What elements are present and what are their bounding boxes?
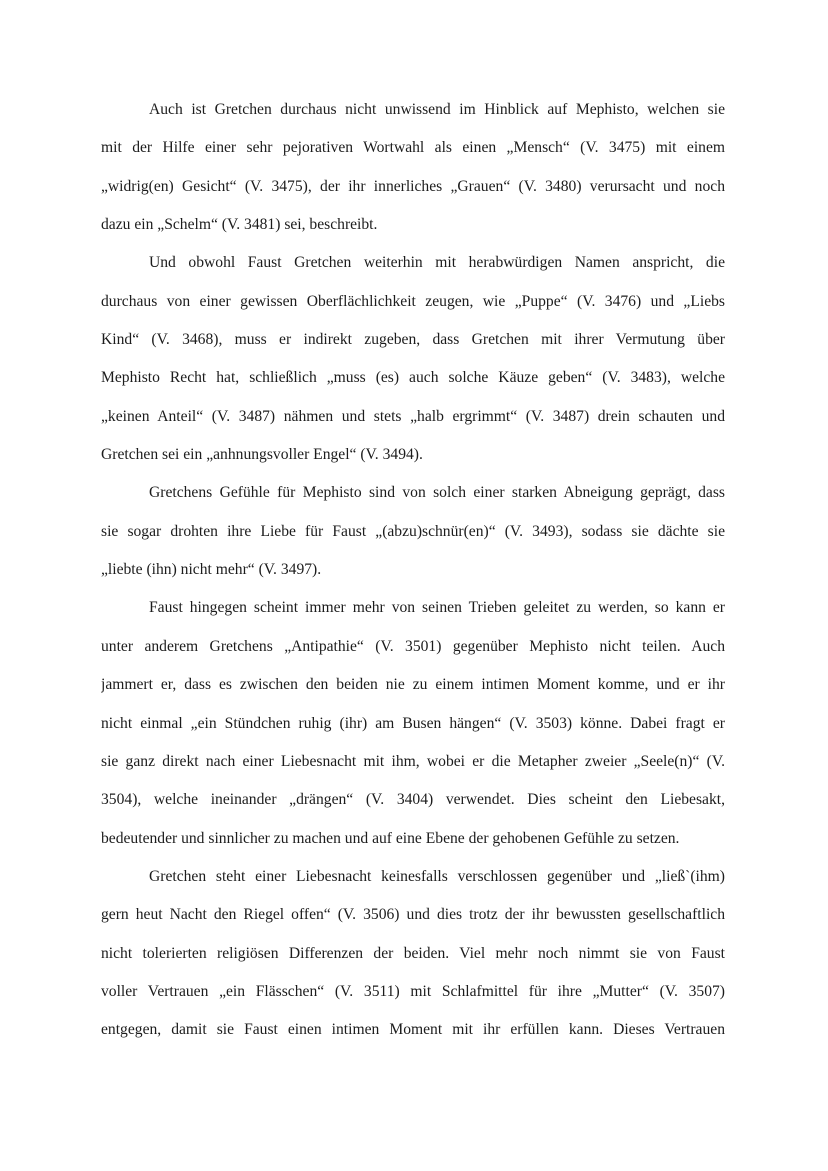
- paragraph-4-line-2: unter anderem Gretchens „Antipathie“ (V. 3501) gegenüber Mephisto nicht teilen. Auch: [101, 637, 725, 655]
- paragraph-5-line-1: Gretchen steht einer Liebesnacht keinesfalls verschlossen gegenüber und „ließ`(ihm): [149, 867, 725, 885]
- paragraph-5-line-3: nicht tolerierten religiösen Differenzen der beiden. Viel mehr noch nimmt sie von Faust: [101, 944, 725, 962]
- paragraph-5-line-5: entgegen, damit sie Faust einen intimen Moment mit ihr erfüllen kann. Dieses Vertrauen: [101, 1021, 725, 1039]
- paragraph-1-line-2: mit der Hilfe einer sehr pejorativen Wortwahl als einen „Mensch“ (V. 3475) mit einem: [101, 139, 725, 157]
- paragraph-4-line-5: sie ganz direkt nach einer Liebesnacht mit ihm, wobei er die Metapher zweier „Seele(n)“ (V.: [101, 752, 725, 770]
- paragraph-5-line-2: gern heut Nacht den Riegel offen“ (V. 3506) und dies trotz der ihr bewussten gesellschaftlich: [101, 906, 725, 924]
- paragraph-4-line-6: 3504), welche ineinander „drängen“ (V. 3404) verwendet. Dies scheint den Liebesakt,: [101, 791, 725, 809]
- paragraph-1-line-1: Auch ist Gretchen durchaus nicht unwissend im Hinblick auf Mephisto, welchen sie: [149, 101, 725, 118]
- paragraph-3-line-2: sie sogar drohten ihre Liebe für Faust „(abzu)schnür(en)“ (V. 3493), sodass sie dächte sie: [101, 522, 725, 540]
- paragraph-4-line-3: jammert er, dass es zwischen den beiden nie zu einem intimen Moment komme, und er ihr: [101, 676, 725, 694]
- paragraph-3-line-3: „liebte (ihn) nicht mehr“ (V. 3497).: [101, 561, 322, 579]
- paragraph-2-line-1: Und obwohl Faust Gretchen weiterhin mit herabwürdigen Namen anspricht, die: [149, 254, 725, 272]
- paragraph-2-line-6: Gretchen sei ein „anhnungsvoller Engel“ (V. 3494).: [101, 446, 423, 464]
- paragraph-3-line-1: Gretchens Gefühle für Mephisto sind von solch einer starken Abneigung geprägt, dass: [149, 484, 725, 502]
- paragraph-2-line-3: Kind“ (V. 3468), muss er indirekt zugeben, dass Gretchen mit ihrer Vermutung über: [101, 331, 725, 349]
- paragraph-4-line-1: Faust hingegen scheint immer mehr von seinen Trieben geleitet zu werden, so kann er: [149, 599, 725, 617]
- paragraph-2-line-5: „keinen Anteil“ (V. 3487) nähmen und stets „halb ergrimmt“ (V. 3487) drein schauten und: [101, 407, 725, 425]
- paragraph-4-line-4: nicht einmal „ein Stündchen ruhig (ihr) am Busen hängen“ (V. 3503) könne. Dabei fragt er: [101, 714, 725, 732]
- paragraph-5-line-4: voller Vertrauen „ein Flässchen“ (V. 3511) mit Schlafmittel für ihre „Mutter“ (V. 3507): [101, 982, 725, 1000]
- paragraph-2-line-4: Mephisto Recht hat, schließlich „muss (es) auch solche Käuze geben“ (V. 3483), welche: [101, 369, 725, 387]
- paragraph-2-line-2: durchaus von einer gewissen Oberflächlichkeit zeugen, wie „Puppe“ (V. 3476) und „Liebs: [101, 292, 725, 310]
- document-body: [101, 98, 725, 1057]
- paragraph-4-line-7: bedeutender und sinnlicher zu machen und auf eine Ebene der gehobenen Gefühle zu setzen.: [101, 829, 680, 847]
- paragraph-1-line-4: dazu ein „Schelm“ (V. 3481) sei, beschreibt.: [101, 216, 378, 234]
- paragraph-1-line-3: „widrig(en) Gesicht“ (V. 3475), der ihr innerliches „Grauen“ (V. 3480) verursacht und noch: [101, 177, 725, 195]
